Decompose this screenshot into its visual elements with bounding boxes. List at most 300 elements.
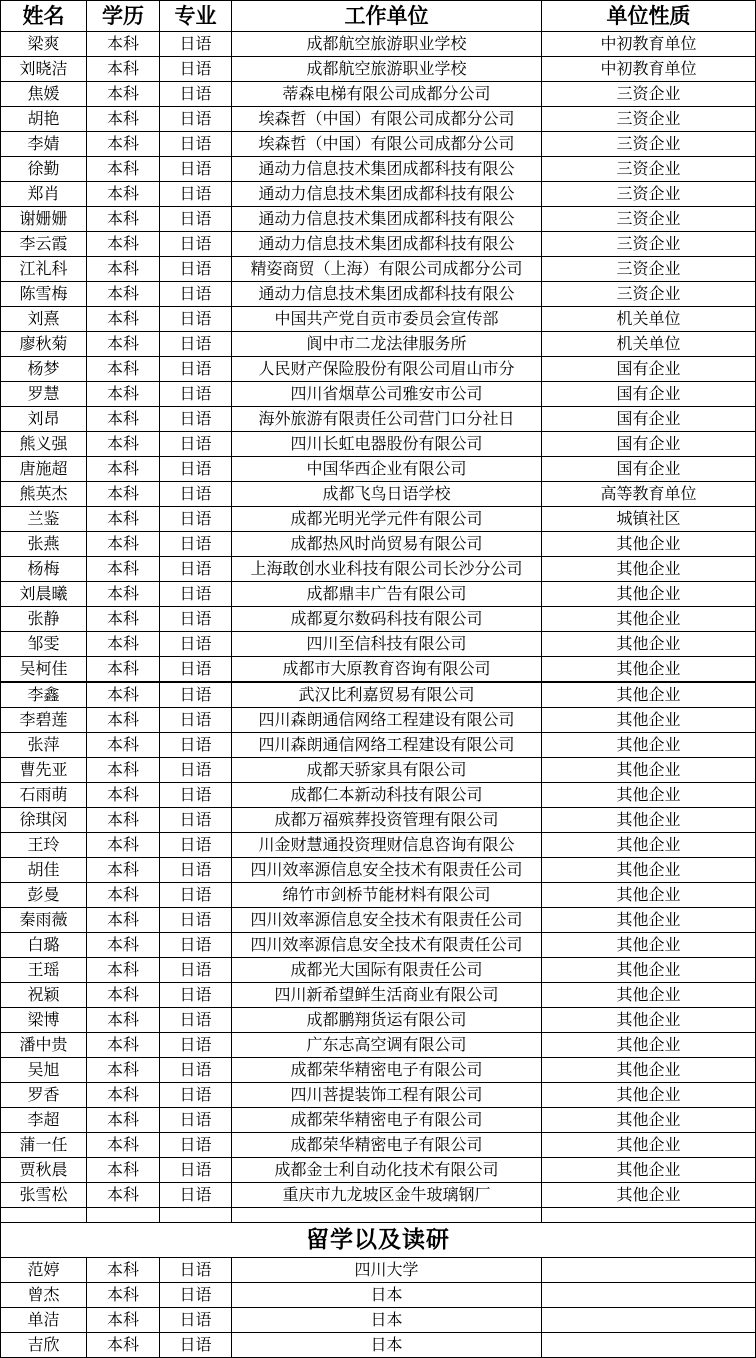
table-row — [1, 257, 756, 282]
cell-employer-type — [542, 1308, 756, 1333]
cell-employer: 埃森哲（中国）有限公司成都分公司 — [232, 107, 542, 132]
cell-education: 本科 — [87, 1108, 160, 1133]
cell-name: 李超 — [1, 1108, 87, 1133]
cell-education: 本科 — [87, 332, 160, 357]
cell-education: 本科 — [87, 1133, 160, 1158]
cell-name: 张雪松 — [1, 1183, 87, 1208]
cell-employer: 中国华西企业有限公司 — [232, 457, 542, 482]
cell-employer-type: 其他企业 — [542, 582, 756, 607]
cell-major: 日语 — [160, 557, 232, 582]
cell-employer-type: 其他企业 — [542, 858, 756, 883]
cell-major: 日语 — [160, 457, 232, 482]
cell-employer: 成都荣华精密电子有限公司 — [232, 1108, 542, 1133]
cell-name: 李鑫 — [1, 682, 87, 708]
cell-name: 梁爽 — [1, 32, 87, 57]
cell-employer: 绵竹市剑桥节能材料有限公司 — [232, 883, 542, 908]
cell-major: 日语 — [160, 607, 232, 632]
table-row — [1, 1158, 756, 1183]
cell-employer-type: 其他企业 — [542, 758, 756, 783]
table-row — [1, 708, 756, 733]
cell-education: 本科 — [87, 257, 160, 282]
cell-education: 本科 — [87, 107, 160, 132]
cell-employer: 成都鼎丰广告有限公司 — [232, 582, 542, 607]
cell-education: 本科 — [87, 1008, 160, 1033]
empty-cell — [1, 1208, 87, 1223]
cell-major: 日语 — [160, 1133, 232, 1158]
table-row — [1, 232, 756, 257]
cell-employer-type: 城镇社区 — [542, 507, 756, 532]
cell-employer: 四川大学 — [232, 1258, 542, 1283]
cell-employer: 四川长虹电器股份有限公司 — [232, 432, 542, 457]
table-row — [1, 407, 756, 432]
table-row — [1, 582, 756, 607]
cell-employer: 成都仁本新动科技有限公司 — [232, 783, 542, 808]
cell-employer-type: 高等教育单位 — [542, 482, 756, 507]
cell-education: 本科 — [87, 958, 160, 983]
cell-name: 唐施超 — [1, 457, 87, 482]
cell-name: 范婷 — [1, 1258, 87, 1283]
table-row — [1, 858, 756, 883]
cell-name: 徐琪闵 — [1, 808, 87, 833]
cell-education: 本科 — [87, 182, 160, 207]
cell-employer: 日本 — [232, 1308, 542, 1333]
cell-major: 日语 — [160, 933, 232, 958]
table-row — [1, 1108, 756, 1133]
cell-major: 日语 — [160, 657, 232, 683]
table-row — [1, 808, 756, 833]
cell-education: 本科 — [87, 407, 160, 432]
cell-name: 陈雪梅 — [1, 282, 87, 307]
cell-employer-type: 其他企业 — [542, 1133, 756, 1158]
cell-employer-type: 其他企业 — [542, 708, 756, 733]
cell-employer-type: 其他企业 — [542, 1058, 756, 1083]
cell-name: 张萍 — [1, 733, 87, 758]
cell-education: 本科 — [87, 1283, 160, 1308]
cell-name: 彭曼 — [1, 883, 87, 908]
cell-education: 本科 — [87, 507, 160, 532]
cell-education: 本科 — [87, 532, 160, 557]
cell-education: 本科 — [87, 232, 160, 257]
table-row — [1, 557, 756, 582]
cell-employer-type: 其他企业 — [542, 883, 756, 908]
cell-employer: 成都天骄家具有限公司 — [232, 758, 542, 783]
cell-name: 兰鉴 — [1, 507, 87, 532]
cell-education: 本科 — [87, 733, 160, 758]
cell-major: 日语 — [160, 232, 232, 257]
cell-name: 张静 — [1, 607, 87, 632]
cell-education: 本科 — [87, 883, 160, 908]
cell-employer-type: 其他企业 — [542, 833, 756, 858]
cell-employer: 重庆市九龙坡区金牛玻璃钢厂 — [232, 1183, 542, 1208]
cell-major: 日语 — [160, 482, 232, 507]
section-row — [1, 1223, 756, 1258]
cell-name: 郑肖 — [1, 182, 87, 207]
cell-name: 曾杰 — [1, 1283, 87, 1308]
cell-name: 谢姗姗 — [1, 207, 87, 232]
cell-major: 日语 — [160, 883, 232, 908]
header-employer: 工作单位 — [232, 1, 542, 32]
cell-major: 日语 — [160, 332, 232, 357]
table-row — [1, 107, 756, 132]
cell-employer-type — [542, 1283, 756, 1308]
cell-employer: 成都荣华精密电子有限公司 — [232, 1058, 542, 1083]
table-row — [1, 532, 756, 557]
cell-employer-type: 三资企业 — [542, 282, 756, 307]
table-row — [1, 432, 756, 457]
table-row — [1, 1258, 756, 1283]
cell-employer-type: 三资企业 — [542, 182, 756, 207]
cell-employer-type: 国有企业 — [542, 457, 756, 482]
cell-education: 本科 — [87, 1258, 160, 1283]
cell-employer: 成都航空旅游职业学校 — [232, 57, 542, 82]
cell-major: 日语 — [160, 382, 232, 407]
cell-education: 本科 — [87, 207, 160, 232]
cell-education: 本科 — [87, 783, 160, 808]
cell-name: 贾秋晨 — [1, 1158, 87, 1183]
cell-education: 本科 — [87, 432, 160, 457]
cell-employer-type: 其他企业 — [542, 1158, 756, 1183]
cell-name: 徐勤 — [1, 157, 87, 182]
table-row — [1, 57, 756, 82]
cell-major: 日语 — [160, 357, 232, 382]
cell-employer: 通动力信息技术集团成都科技有限公 — [232, 182, 542, 207]
cell-employer: 通动力信息技术集团成都科技有限公 — [232, 232, 542, 257]
cell-employer: 海外旅游有限责任公司营门口分社日 — [232, 407, 542, 432]
cell-major: 日语 — [160, 708, 232, 733]
cell-employer-type: 国有企业 — [542, 357, 756, 382]
cell-major: 日语 — [160, 908, 232, 933]
table-row — [1, 758, 756, 783]
cell-major: 日语 — [160, 1058, 232, 1083]
cell-name: 杨梅 — [1, 557, 87, 582]
cell-employer-type: 其他企业 — [542, 958, 756, 983]
cell-major: 日语 — [160, 207, 232, 232]
cell-major: 日语 — [160, 532, 232, 557]
cell-employer: 通动力信息技术集团成都科技有限公 — [232, 157, 542, 182]
table-row — [1, 1308, 756, 1333]
table-row — [1, 357, 756, 382]
cell-employer: 成都光大国际有限责任公司 — [232, 958, 542, 983]
cell-employer: 广东志高空调有限公司 — [232, 1033, 542, 1058]
cell-employer-type: 其他企业 — [542, 1033, 756, 1058]
cell-employer-type: 三资企业 — [542, 232, 756, 257]
cell-major: 日语 — [160, 157, 232, 182]
cell-education: 本科 — [87, 708, 160, 733]
cell-employer-type: 其他企业 — [542, 733, 756, 758]
cell-major: 日语 — [160, 132, 232, 157]
cell-major: 日语 — [160, 1283, 232, 1308]
cell-name: 石雨萌 — [1, 783, 87, 808]
cell-education: 本科 — [87, 32, 160, 57]
cell-employer-type: 其他企业 — [542, 557, 756, 582]
table-row — [1, 132, 756, 157]
table-row — [1, 482, 756, 507]
cell-name: 杨梦 — [1, 357, 87, 382]
table-row — [1, 457, 756, 482]
cell-employer-type: 机关单位 — [542, 332, 756, 357]
cell-major: 日语 — [160, 632, 232, 657]
cell-education: 本科 — [87, 357, 160, 382]
cell-employer: 四川新希望鲜生活商业有限公司 — [232, 983, 542, 1008]
cell-employer: 成都夏尔数码科技有限公司 — [232, 607, 542, 632]
cell-employer-type: 中初教育单位 — [542, 57, 756, 82]
cell-education: 本科 — [87, 1308, 160, 1333]
cell-name: 刘晨曦 — [1, 582, 87, 607]
cell-employer-type: 其他企业 — [542, 983, 756, 1008]
cell-employer-type: 国有企业 — [542, 382, 756, 407]
empty-cell — [87, 1208, 160, 1223]
table-row — [1, 332, 756, 357]
cell-employer: 成都金士利自动化技术有限公司 — [232, 1158, 542, 1183]
cell-education: 本科 — [87, 858, 160, 883]
cell-employer-type: 国有企业 — [542, 432, 756, 457]
cell-employer: 四川森朗通信网络工程建设有限公司 — [232, 733, 542, 758]
cell-employer: 埃森哲（中国）有限公司成都分公司 — [232, 132, 542, 157]
cell-major: 日语 — [160, 432, 232, 457]
cell-major: 日语 — [160, 582, 232, 607]
cell-employer-type: 其他企业 — [542, 1008, 756, 1033]
cell-education: 本科 — [87, 557, 160, 582]
cell-education: 本科 — [87, 758, 160, 783]
table-row — [1, 1033, 756, 1058]
cell-major: 日语 — [160, 682, 232, 708]
table-row — [1, 933, 756, 958]
table-row — [1, 507, 756, 532]
cell-name: 廖秋菊 — [1, 332, 87, 357]
cell-major: 日语 — [160, 858, 232, 883]
cell-education: 本科 — [87, 657, 160, 683]
cell-education: 本科 — [87, 282, 160, 307]
cell-name: 王玲 — [1, 833, 87, 858]
table-row — [1, 607, 756, 632]
cell-major: 日语 — [160, 1308, 232, 1333]
cell-employer-type: 其他企业 — [542, 607, 756, 632]
cell-employer: 中国共产党自贡市委员会宣传部 — [232, 307, 542, 332]
table-row — [1, 32, 756, 57]
cell-name: 熊义强 — [1, 432, 87, 457]
cell-employer-type: 三资企业 — [542, 157, 756, 182]
cell-employer: 蒂森电梯有限公司成都分公司 — [232, 82, 542, 107]
cell-major: 日语 — [160, 307, 232, 332]
cell-name: 吴柯佳 — [1, 657, 87, 683]
cell-education: 本科 — [87, 1033, 160, 1058]
header-major: 专业 — [160, 1, 232, 32]
cell-employer: 通动力信息技术集团成都科技有限公 — [232, 282, 542, 307]
cell-major: 日语 — [160, 1258, 232, 1283]
cell-employer-type — [542, 1258, 756, 1283]
cell-education: 本科 — [87, 482, 160, 507]
cell-employer-type: 其他企业 — [542, 532, 756, 557]
cell-education: 本科 — [87, 1058, 160, 1083]
table-row — [1, 1058, 756, 1083]
cell-education: 本科 — [87, 82, 160, 107]
cell-employer-type: 其他企业 — [542, 632, 756, 657]
cell-education: 本科 — [87, 157, 160, 182]
cell-education: 本科 — [87, 682, 160, 708]
cell-education: 本科 — [87, 1183, 160, 1208]
cell-major: 日语 — [160, 733, 232, 758]
cell-major: 日语 — [160, 1108, 232, 1133]
cell-education: 本科 — [87, 833, 160, 858]
table-row — [1, 1283, 756, 1308]
cell-employer-type: 中初教育单位 — [542, 32, 756, 57]
header-row — [1, 1, 756, 32]
cell-major: 日语 — [160, 32, 232, 57]
cell-education: 本科 — [87, 908, 160, 933]
table-row — [1, 307, 756, 332]
cell-employer: 四川至信科技有限公司 — [232, 632, 542, 657]
cell-employer-type: 三资企业 — [542, 82, 756, 107]
empty-cell — [160, 1208, 232, 1223]
table-row — [1, 908, 756, 933]
cell-employer: 成都万福殡葬投资管理有限公司 — [232, 808, 542, 833]
table-row — [1, 82, 756, 107]
cell-name: 秦雨薇 — [1, 908, 87, 933]
cell-employer: 日本 — [232, 1283, 542, 1308]
cell-name: 李云霞 — [1, 232, 87, 257]
cell-name: 邹雯 — [1, 632, 87, 657]
cell-name: 张燕 — [1, 532, 87, 557]
cell-employer: 四川菩提装饰工程有限公司 — [232, 1083, 542, 1108]
cell-employer: 四川效率源信息安全技术有限责任公司 — [232, 933, 542, 958]
cell-major: 日语 — [160, 1083, 232, 1108]
cell-name: 曹先亚 — [1, 758, 87, 783]
employment-rows — [1, 32, 756, 1208]
table-row — [1, 282, 756, 307]
cell-name: 蒲一任 — [1, 1133, 87, 1158]
cell-major: 日语 — [160, 1033, 232, 1058]
cell-major: 日语 — [160, 182, 232, 207]
cell-employer: 成都飞鸟日语学校 — [232, 482, 542, 507]
cell-major: 日语 — [160, 808, 232, 833]
section-title: 留学以及读研 — [1, 1223, 756, 1258]
cell-education: 本科 — [87, 933, 160, 958]
table-row — [1, 1083, 756, 1108]
spacer-rows — [1, 1208, 756, 1258]
cell-education: 本科 — [87, 582, 160, 607]
cell-major: 日语 — [160, 833, 232, 858]
cell-employer-type: 机关单位 — [542, 307, 756, 332]
cell-employer: 成都光明光学元件有限公司 — [232, 507, 542, 532]
table-row — [1, 682, 756, 708]
empty-cell — [542, 1208, 756, 1223]
cell-major: 日语 — [160, 82, 232, 107]
cell-education: 本科 — [87, 1083, 160, 1108]
cell-major: 日语 — [160, 1333, 232, 1358]
cell-employer-type: 国有企业 — [542, 407, 756, 432]
empty-row — [1, 1208, 756, 1223]
cell-name: 吉欣 — [1, 1333, 87, 1358]
cell-name: 熊英杰 — [1, 482, 87, 507]
cell-employer: 日本 — [232, 1333, 542, 1358]
table-row — [1, 783, 756, 808]
cell-major: 日语 — [160, 983, 232, 1008]
cell-major: 日语 — [160, 257, 232, 282]
table-row — [1, 382, 756, 407]
cell-name: 焦媛 — [1, 82, 87, 107]
cell-education: 本科 — [87, 632, 160, 657]
cell-employer: 成都热风时尚贸易有限公司 — [232, 532, 542, 557]
table-row — [1, 1333, 756, 1358]
cell-employer-type: 三资企业 — [542, 207, 756, 232]
cell-name: 刘熹 — [1, 307, 87, 332]
cell-major: 日语 — [160, 507, 232, 532]
cell-employer: 成都市大原教育咨询有限公司 — [232, 657, 542, 683]
header-employer-type: 单位性质 — [542, 1, 756, 32]
cell-education: 本科 — [87, 808, 160, 833]
cell-major: 日语 — [160, 758, 232, 783]
cell-employer: 人民财产保险股份有限公司眉山市分 — [232, 357, 542, 382]
cell-employer-type: 其他企业 — [542, 1183, 756, 1208]
cell-major: 日语 — [160, 57, 232, 82]
table-row — [1, 1133, 756, 1158]
cell-education: 本科 — [87, 983, 160, 1008]
cell-name: 胡艳 — [1, 107, 87, 132]
cell-education: 本科 — [87, 57, 160, 82]
cell-employer: 成都鹏翔货运有限公司 — [232, 1008, 542, 1033]
cell-education: 本科 — [87, 132, 160, 157]
cell-employer-type: 其他企业 — [542, 808, 756, 833]
cell-major: 日语 — [160, 783, 232, 808]
cell-major: 日语 — [160, 282, 232, 307]
cell-name: 潘中贵 — [1, 1033, 87, 1058]
table-row — [1, 983, 756, 1008]
cell-employer-type: 其他企业 — [542, 1108, 756, 1133]
cell-name: 单洁 — [1, 1308, 87, 1333]
cell-employer: 川金财慧通投资理财信息咨询有限公 — [232, 833, 542, 858]
table-row — [1, 1183, 756, 1208]
table-row — [1, 833, 756, 858]
table-row — [1, 1008, 756, 1033]
cell-name: 罗香 — [1, 1083, 87, 1108]
cell-name: 李碧莲 — [1, 708, 87, 733]
cell-employer: 四川森朗通信网络工程建设有限公司 — [232, 708, 542, 733]
cell-employer-type — [542, 1333, 756, 1358]
cell-name: 罗慧 — [1, 382, 87, 407]
cell-major: 日语 — [160, 107, 232, 132]
header-education: 学历 — [87, 1, 160, 32]
cell-employer: 上海敢创水业科技有限公司长沙分公司 — [232, 557, 542, 582]
cell-employer-type: 三资企业 — [542, 107, 756, 132]
cell-education: 本科 — [87, 382, 160, 407]
cell-education: 本科 — [87, 607, 160, 632]
cell-employer-type: 三资企业 — [542, 257, 756, 282]
cell-name: 江礼科 — [1, 257, 87, 282]
cell-employer-type: 其他企业 — [542, 908, 756, 933]
cell-education: 本科 — [87, 1333, 160, 1358]
cell-employer-type: 其他企业 — [542, 657, 756, 683]
cell-employer-type: 其他企业 — [542, 682, 756, 708]
cell-education: 本科 — [87, 307, 160, 332]
cell-employer: 通动力信息技术集团成都科技有限公 — [232, 207, 542, 232]
cell-employer: 武汉比利嘉贸易有限公司 — [232, 682, 542, 708]
cell-employer: 精姿商贸（上海）有限公司成都分公司 — [232, 257, 542, 282]
cell-name: 李婧 — [1, 132, 87, 157]
cell-employer: 四川效率源信息安全技术有限责任公司 — [232, 908, 542, 933]
table-row — [1, 733, 756, 758]
table-row — [1, 657, 756, 683]
cell-major: 日语 — [160, 407, 232, 432]
cell-name: 白璐 — [1, 933, 87, 958]
table-row — [1, 157, 756, 182]
table-row — [1, 207, 756, 232]
table-row — [1, 883, 756, 908]
empty-cell — [232, 1208, 542, 1223]
table-row — [1, 632, 756, 657]
cell-education: 本科 — [87, 1158, 160, 1183]
cell-employer: 成都航空旅游职业学校 — [232, 32, 542, 57]
cell-employer-type: 三资企业 — [542, 132, 756, 157]
